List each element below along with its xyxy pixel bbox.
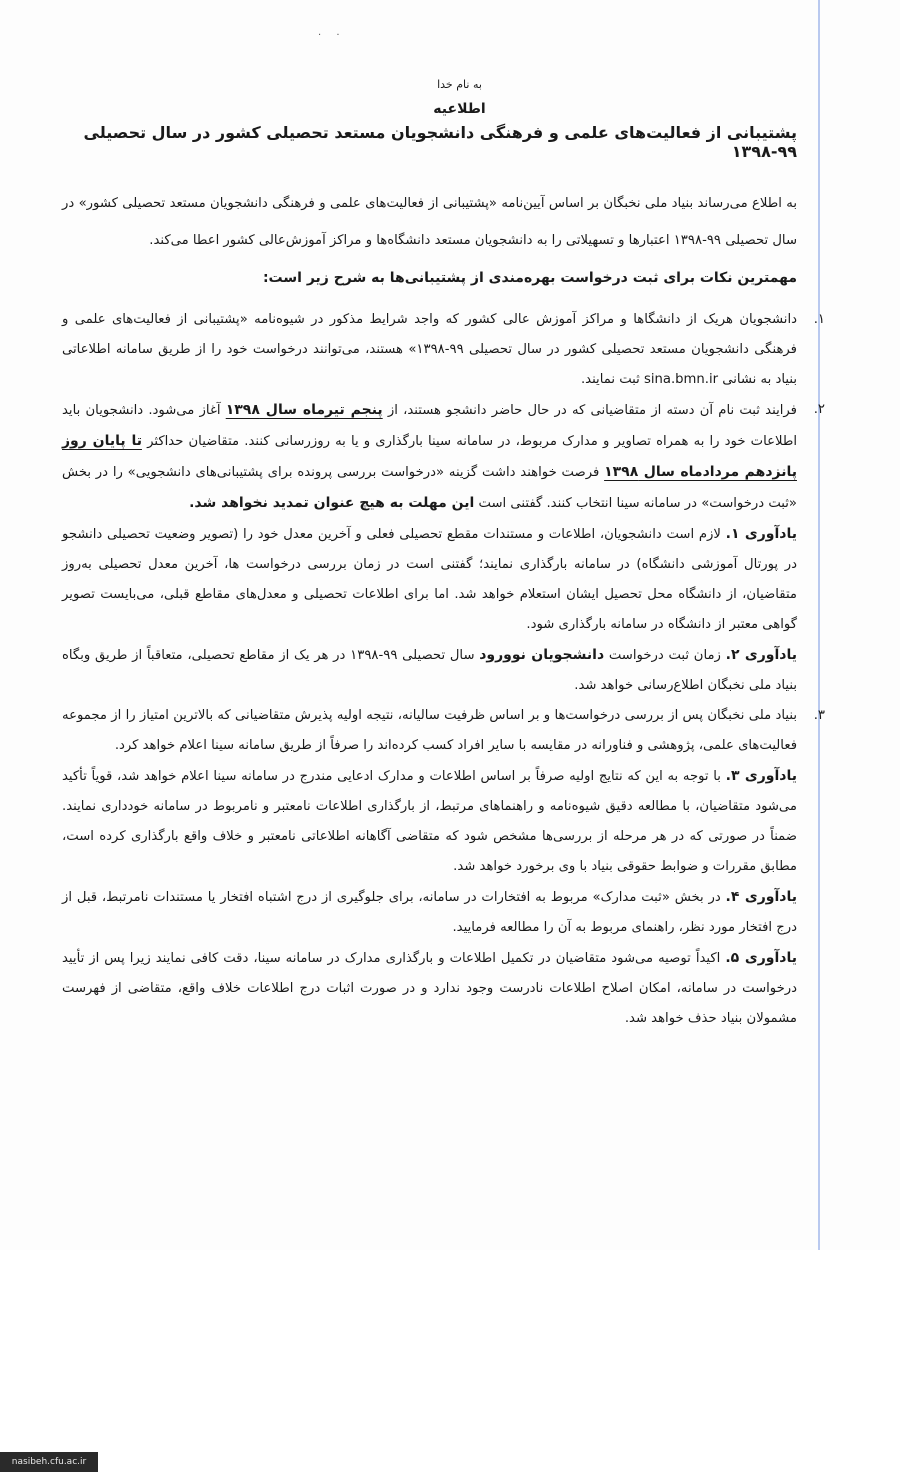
reminder-item (62, 882, 797, 943)
item-number: ۲. (813, 402, 825, 417)
section-heading: مهمترین نکات برای ثبت درخواست بهره‌مندی از پشتیبانی‌ها به شرح زیر است: (262, 270, 797, 286)
item-text: در بخش «ثبت مدارک» مربوط به افتخارات در سامانه، برای جلوگیری از درج اشتباه افتخار یا مستندات نامرتبط، قبل از درج افتخار مورد نظر، راهنمای مربوط به آن را مطالعه فرمایید. (62, 890, 797, 935)
numbered-item (62, 305, 825, 395)
emphasized-text: این مهلت به هیچ عنوان تمدید نخواهد شد. (189, 495, 475, 511)
announcement-document (62, 78, 825, 1034)
basmala: به نام خدا (437, 78, 482, 91)
item-number: ۱. (813, 312, 825, 327)
intro-paragraph: به اطلاع می‌رساند بنیاد ملی نخبگان بر اساس آیین‌نامه «پشتیبانی از فعالیت‌های علمی و فرهنگی دانشجویان مستعد تحصیلی کشور» در سال تحصیلی ۹۹-۱۳۹۸ اعتبارها و تسهیلاتی را به دانشجویان مستعد دانشگاه‌ها و مراکز آموزش‌عالی کشور اعطا می‌کند. (62, 196, 797, 248)
item-text: فرصت خواهند داشت گزینه «درخواست بررسی پرونده برای پشتیبانی‌های دانشجویی» را در بخش «ثبت درخواست» در سامانه سینا انتخاب کنند. گفتنی است (62, 465, 797, 511)
item-text: بنیاد ملی نخبگان پس از بررسی درخواست‌ها و بر اساس ظرفیت سالیانه، نتیجه اولیه پذیرش متقاضیانی که بالاترین امتیاز را از مجموعه فعالیت‌های علمی، پژوهشی و فناورانه در مقایسه با سایر افراد کسب کرده‌اند را صرفاً از طریق سامانه سینا اعلام خواهد کرد. (62, 708, 797, 753)
emphasized-text: یادآوری ۴. (725, 889, 797, 905)
item-text: با توجه به این که نتایج اولیه صرفاً بر اساس اطلاعات و مدارک ادعایی مندرج در سامانه سینا اعلام خواهد شد، قویاً تأکید می‌شود متقاضیان، با مطالعه دقیق شیوه‌نامه و راهنماهای مرتبط، از بارگذاری اطلاعات نامعتبر و نامربوط در سامانه خودداری نمایند. ضمناً در صورتی که در هر مرحله از بررسی‌ها مشخص شود که متقاضی آگاهانه اطلاعاتی نامعتبر و خلاف واقع بارگذاری کرده است، مطابق مقررات و ضوابط حقوقی بنیاد با وی برخورد خواهد شد. (62, 769, 797, 874)
numbered-item (62, 395, 825, 519)
emphasized-text: پنجم تیرماه سال ۱۳۹۸ (225, 402, 383, 418)
item-text: اکیداً توصیه می‌شود متقاضیان در تکمیل اطلاعات و بارگذاری مدارک در سامانه سینا، دقت کافی نمایند زیرا پس از تأیید درخواست در سامانه، امکان اصلاح اطلاعات نادرست وجود ندارد و در صورت اثبات درج اطلاعات خلاف واقع، متقاضی از فهرست مشمولان بنیاد حذف خواهد شد. (62, 951, 797, 1026)
numbered-item (62, 701, 825, 761)
reminder-item (62, 640, 797, 701)
item-text: لازم است دانشجویان، اطلاعات و مستندات مقطع تحصیلی فعلی و آخرین معدل خود را (تصویر وضعیت تحصیلی دانشجو در پورتال آموزشی دانشگاه) در سامانه بارگذاری نمایند؛ گفتنی است در زمان بررسی درخواست ها، آخرین معدل تحصیلی به‌روز متقاضیان، از دانشگاه محل تحصیل ایشان استعلام خواهد شد. اما برای اطلاعات تحصیلی و معدل‌های مقاطع قبلی، می‌بایست تصویر گواهی معتبر از دانشگاه در سامانه بارگذاری شود. (62, 527, 797, 632)
document-title: پشتیبانی از فعالیت‌های علمی و فرهنگی دانشجویان مستعد تحصیلی کشور در سال تحصیلی ۹۹-۱۳۹۸ (83, 123, 797, 161)
notice-label: اطلاعیه (433, 101, 486, 117)
emphasized-text: تا پایان روز پانزدهم مردادماه سال ۱۳۹۸ (62, 433, 797, 480)
emphasized-text: یادآوری ۵. (725, 950, 797, 966)
scan-specks: · · (318, 30, 346, 41)
emphasized-text: دانشجویان نوورود (479, 647, 605, 663)
notes-list (62, 305, 825, 1034)
item-text: آغاز می‌شود. دانشجویان باید اطلاعات خود را به همراه تصاویر و مدارک مربوط، در سامانه سینا بارگذاری و یا به روزرسانی کنند. متقاضیان حداکثر (62, 403, 797, 449)
watermark: nasibeh.cfu.ac.ir (0, 1452, 98, 1472)
item-text: سال تحصیلی ۹۹-۱۳۹۸ در هر یک از مقاطع تحصیلی، متعاقباً از طریق وبگاه بنیاد ملی نخبگان اطلاع‌رسانی خواهد شد. (62, 648, 797, 693)
reminder-item (62, 943, 797, 1034)
scan-edge-line (818, 0, 820, 1250)
item-text: زمان ثبت درخواست (604, 648, 726, 663)
emphasized-text: یادآوری ۱. (725, 526, 797, 542)
emphasized-text: یادآوری ۲. (725, 647, 797, 663)
item-text: دانشجویان هریک از دانشگاها و مراکز آموزش عالی کشور که واجد شرایط مذکور در شیوه‌نامه «پشتیبانی از فعالیت‌های علمی و فرهنگی دانشجویان مستعد تحصیلی کشور در سال تحصیلی ۹۹-۱۳۹۸» هستند، می‌توانند درخواست خود را از طریق سامانه اطلاعاتی بنیاد به نشانی sina.bmn.ir ثبت نمایند. (62, 312, 797, 387)
item-number: ۳. (813, 708, 825, 723)
emphasized-text: یادآوری ۳. (725, 768, 797, 784)
reminder-item (62, 761, 797, 882)
item-text: فرایند ثبت نام آن دسته از متقاضیانی که در حال حاضر دانشجو هستند، از (382, 403, 797, 418)
reminder-item (62, 519, 797, 640)
